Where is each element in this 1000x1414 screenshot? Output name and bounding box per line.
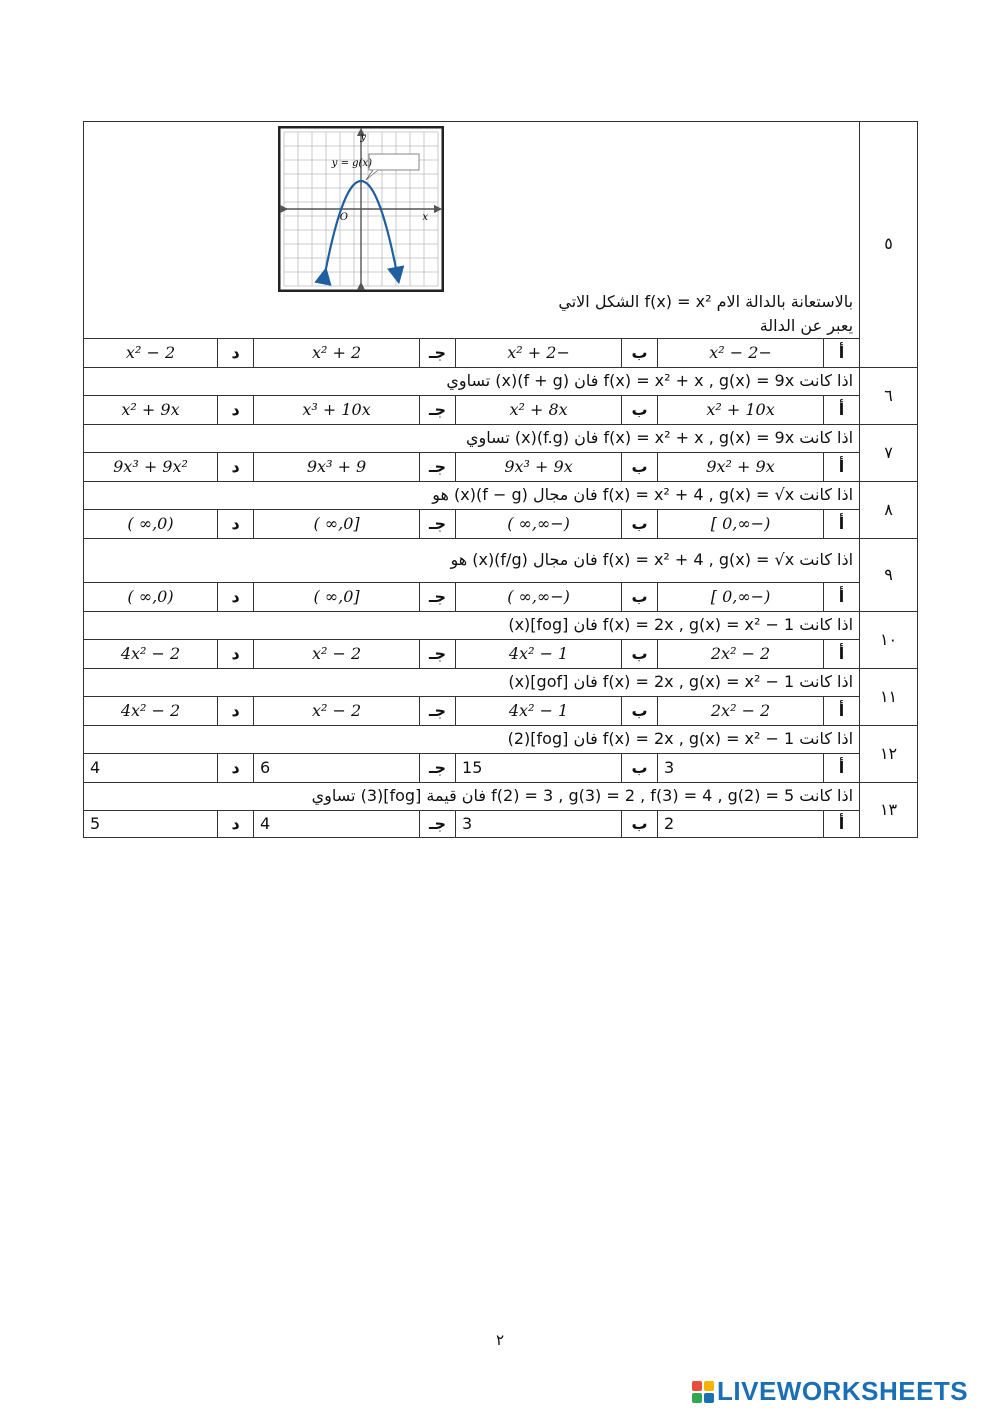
option-label: جـ: [420, 396, 456, 425]
option-d[interactable]: 4x² − 2: [84, 697, 218, 726]
option-c[interactable]: [0,∞ ): [254, 510, 420, 539]
question-stem: اذا كانت f(x) = x² + x , g(x) = 9x فان (f + g)(x) تساوي: [84, 368, 860, 396]
option-label: د: [218, 396, 254, 425]
option-label: أ: [824, 754, 860, 783]
question-number: ٥: [860, 122, 918, 368]
question-row: [84, 726, 918, 754]
option-a[interactable]: 2: [658, 811, 824, 838]
options-row: [84, 811, 918, 838]
option-label: أ: [824, 510, 860, 539]
option-d[interactable]: x² + 9x: [84, 396, 218, 425]
question-stem: اذا كانت f(x) = x² + x , g(x) = 9x فان (f.g)(x) تساوي: [84, 425, 860, 453]
option-a[interactable]: 9x² + 9x: [658, 453, 824, 482]
liveworksheets-logo: [692, 1376, 968, 1407]
option-label: جـ: [420, 453, 456, 482]
question-number: ١٣: [860, 783, 918, 838]
option-label: د: [218, 697, 254, 726]
option-label: أ: [824, 583, 860, 612]
option-b[interactable]: x² + 8x: [456, 396, 622, 425]
question-stem-cell: [84, 122, 860, 339]
option-b[interactable]: 15: [456, 754, 622, 783]
origin-label: O: [339, 212, 348, 223]
option-label: د: [218, 811, 254, 838]
option-b[interactable]: (−∞,∞ ): [456, 510, 622, 539]
option-d[interactable]: (0,∞ ): [84, 583, 218, 612]
option-label: ب: [622, 510, 658, 539]
option-b[interactable]: 9x³ + 9x: [456, 453, 622, 482]
question-stem: اذا كانت f(x) = x² + 4 , g(x) = √x فان مجال (f − g)(x) هو: [84, 482, 860, 510]
option-a[interactable]: 2x² − 2: [658, 640, 824, 669]
question-row: [84, 122, 918, 339]
x-axis-label: x: [422, 212, 428, 223]
option-b[interactable]: −x² + 2: [456, 339, 622, 368]
question-number: ٦: [860, 368, 918, 425]
option-a[interactable]: (−∞,0 ]: [658, 510, 824, 539]
option-d[interactable]: 9x³ + 9x²: [84, 453, 218, 482]
question-stem: اذا كانت f(2) = 3 , g(3) = 2 , f(3) = 4 , g(2) = 5 فان قيمة [fog](3) تساوي: [84, 783, 860, 811]
option-d[interactable]: 5: [84, 811, 218, 838]
options-row: [84, 510, 918, 539]
option-label: د: [218, 583, 254, 612]
option-d[interactable]: 4: [84, 754, 218, 783]
option-label: جـ: [420, 510, 456, 539]
option-c[interactable]: x² − 2: [254, 697, 420, 726]
option-label: ب: [622, 640, 658, 669]
option-label: جـ: [420, 640, 456, 669]
option-a[interactable]: x² + 10x: [658, 396, 824, 425]
options-row: [84, 339, 918, 368]
option-label: جـ: [420, 697, 456, 726]
curve-label: y = g(x): [331, 158, 372, 169]
option-b[interactable]: 3: [456, 811, 622, 838]
option-label: أ: [824, 811, 860, 838]
option-label: ب: [622, 754, 658, 783]
options-row: [84, 640, 918, 669]
option-c[interactable]: [0,∞ ): [254, 583, 420, 612]
option-c[interactable]: 6: [254, 754, 420, 783]
option-b[interactable]: (−∞,∞ ): [456, 583, 622, 612]
option-label: ب: [622, 453, 658, 482]
option-label: د: [218, 640, 254, 669]
options-row: [84, 697, 918, 726]
option-c[interactable]: x² + 2: [254, 339, 420, 368]
option-label: أ: [824, 453, 860, 482]
question-stem: اذا كانت f(x) = 2x , g(x) = x² − 1 فان [fog](2): [84, 726, 860, 754]
logo-text: LIVEWORKSHEETS: [717, 1376, 969, 1406]
option-b[interactable]: 4x² − 1: [456, 640, 622, 669]
y-axis-label: y: [360, 132, 366, 143]
option-a[interactable]: 3: [658, 754, 824, 783]
options-row: [84, 453, 918, 482]
option-label: ب: [622, 339, 658, 368]
option-c[interactable]: x³ + 10x: [254, 396, 420, 425]
options-row: [84, 583, 918, 612]
option-c[interactable]: x² − 2: [254, 640, 420, 669]
option-label: جـ: [420, 811, 456, 838]
option-b[interactable]: 4x² − 1: [456, 697, 622, 726]
question-row: [84, 783, 918, 811]
option-a[interactable]: −x² − 2: [658, 339, 824, 368]
option-d[interactable]: (0,∞ ): [84, 510, 218, 539]
question-number: ١٢: [860, 726, 918, 783]
stem-line-2: يعبر عن الدالة: [759, 316, 854, 335]
option-a[interactable]: 2x² − 2: [658, 697, 824, 726]
option-d[interactable]: 4x² − 2: [84, 640, 218, 669]
option-label: ب: [622, 396, 658, 425]
question-row: [84, 669, 918, 697]
option-label: أ: [824, 339, 860, 368]
option-label: جـ: [420, 583, 456, 612]
question-stem: [90, 290, 853, 338]
stem-line-1: بالاستعانة بالدالة الام f(x) = x² الشكل الاتي: [558, 292, 854, 311]
options-row: [84, 754, 918, 783]
parabola-graph: [278, 126, 444, 292]
option-c[interactable]: 4: [254, 811, 420, 838]
quiz-table: [83, 121, 918, 838]
question-number: ٨: [860, 482, 918, 539]
question-number: ١٠: [860, 612, 918, 669]
option-label: د: [218, 510, 254, 539]
option-label: أ: [824, 396, 860, 425]
option-label: د: [218, 339, 254, 368]
option-label: ب: [622, 811, 658, 838]
option-a[interactable]: (−∞,0 ]: [658, 583, 824, 612]
option-c[interactable]: 9x³ + 9: [254, 453, 420, 482]
logo-icon: [692, 1381, 714, 1403]
option-label: د: [218, 754, 254, 783]
question-row: [84, 482, 918, 510]
option-label: جـ: [420, 754, 456, 783]
question-stem: اذا كانت f(x) = 2x , g(x) = x² − 1 فان [gof](x): [84, 669, 860, 697]
option-label: أ: [824, 640, 860, 669]
option-label: أ: [824, 697, 860, 726]
question-number: ١١: [860, 669, 918, 726]
question-row: [84, 539, 918, 583]
page-number: ٢: [495, 1331, 505, 1349]
option-label: ب: [622, 697, 658, 726]
question-row: [84, 612, 918, 640]
option-label: جـ: [420, 339, 456, 368]
option-label: د: [218, 453, 254, 482]
question-number: ٩: [860, 539, 918, 612]
question-row: [84, 368, 918, 396]
option-label: ب: [622, 583, 658, 612]
option-d[interactable]: x² − 2: [84, 339, 218, 368]
question-row: [84, 425, 918, 453]
question-number: ٧: [860, 425, 918, 482]
options-row: [84, 396, 918, 425]
question-stem: اذا كانت f(x) = 2x , g(x) = x² − 1 فان [fog](x): [84, 612, 860, 640]
question-stem: اذا كانت f(x) = x² + 4 , g(x) = √x فان مجال (f/g)(x) هو: [84, 539, 860, 583]
